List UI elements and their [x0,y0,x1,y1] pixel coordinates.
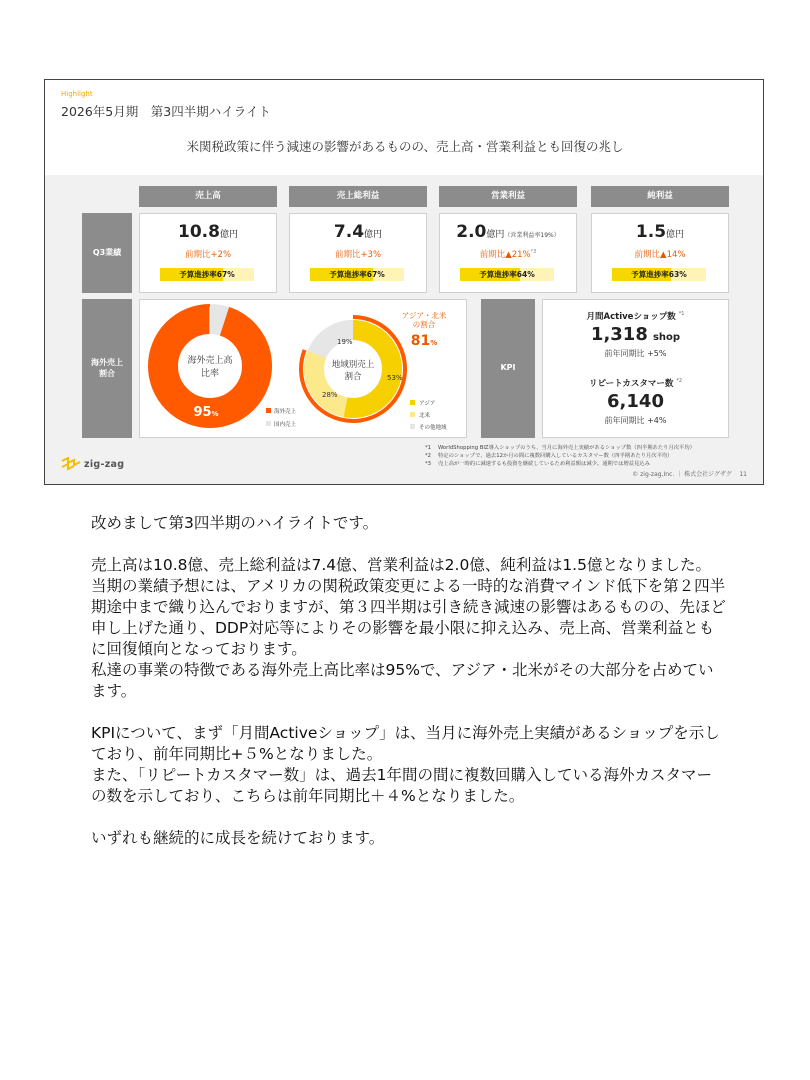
kpi-repeat-customers-value: 6,140 [607,391,664,412]
col-header-revenue: 売上高 [139,186,277,207]
regional-callout-value: 81% [410,333,438,349]
metric-unit: 億円 [219,230,238,240]
metric-yoy: 前期比+3% [334,250,382,260]
kpi-card [542,299,729,438]
zig-zag-logo-icon [61,457,81,471]
col-header-operating-profit: 営業利益 [439,186,577,207]
kpi-active-shops-unit: shop [652,332,681,343]
kpi-active-shops-title: 月間Activeショップ数 [586,312,676,322]
note-paragraph: 私達の事業の特徴である海外売上高比率は95%で、アジア・北米がその大部分を占めています。 [91,661,714,700]
legend-swatch-overseas [266,408,271,413]
row-header-q3: Q3業績 [82,213,132,293]
kpi-repeat-customers-yoy: 前年同期比 +4% [604,416,667,425]
region-label-asia: 53% [387,374,403,382]
footnote: *2 特定のショップで、過去12か月の間に複数回購入しているカスタマー数（四半期あたり月次平均） [425,453,673,459]
note-paragraph: いずれも継続的に成長を続けております。 [91,829,385,847]
metric-unit: 億円 [666,230,685,240]
copyright: © zig-zag,Inc. ｜ 株式会社ジグザグ 11 [632,471,747,478]
legend-label-north-america: 北米 [419,413,431,419]
footnote: *3 売上高が一時的に減速するも投資を継続しているため利益額は減少。通期では増益見込み [425,461,650,467]
kpi-repeat-customers-title: リピートカスタマー数 [588,379,674,389]
metric-yoy: 前期比▲21% [479,250,531,260]
regional-callout-title: アジア・北米の割合 [401,311,447,329]
overseas-donut [163,307,257,420]
kpi-active-shops-yoy: 前年同期比 +5% [604,349,667,358]
legend-label-asia: アジア [419,401,436,407]
metric-yoy: 前期比+2% [184,250,232,260]
overseas-share-charts [140,300,468,439]
row-header-overseas: 海外売上 割合 [82,299,132,438]
legend-swatch-other [410,424,415,429]
metric-unit: 億円 [486,230,505,240]
kpi-repeat-customers-note: *2 [676,378,683,385]
legend-swatch-domestic [266,421,271,426]
progress-label: 予算進捗率63% [631,270,687,279]
metric-card-net-profit [591,213,729,293]
row-header-kpi: KPI [481,299,535,438]
region-label-other: 19% [337,338,353,346]
region-label-north-america: 28% [322,391,338,399]
regional-donut [301,317,405,421]
progress-bar [160,268,254,281]
kpi-active-shops-value: 1,318 [590,324,648,345]
regional-donut-center-label: 地域別売上割合 [331,360,375,382]
progress-label: 予算進捗率67% [329,270,385,279]
speaker-notes [91,513,726,849]
metric-yoy-note: *3 [530,249,537,256]
note-paragraph: 改めまして第3四半期のハイライトです。 [91,514,379,532]
note-paragraph: 当期の業績予想には、アメリカの関税政策変更による一時的な消費マインド低下を第２四半期途中まで織り込んでおりますが、第３四半期は引き続き減速の影響はあるものの、先ほど申し上げた通り、DDP対応等によりその影響を最小限に抑え込み、売上高、営業利益ともに回復傾向となっております。 [91,577,726,658]
slide-headline: 米関税政策に伴う減速の影響があるものの、売上高・営業利益とも回復の兆し [186,139,624,154]
metric-note: （営業利益率19%） [504,232,560,239]
metric-value: 7.4 [333,222,365,242]
metric-unit: 億円 [364,230,383,240]
progress-bar [460,268,554,281]
page-number: 11 [739,471,747,478]
metric-value: 10.8 [178,222,220,242]
metric-value: 2.0 [456,222,487,242]
note-paragraph: また、「リピートカスタマー数」は、過去1年間の間に複数回購入している海外カスタマーの数を示しており、こちらは前年同期比＋４%となりました。 [91,766,713,805]
legend-label-other: その他地域 [419,425,447,431]
slide-title: 2026年5月期 第3四半期ハイライト [61,104,271,119]
zig-zag-logo: zig-zag [61,457,124,471]
slide [44,79,764,485]
overseas-share-card [139,299,467,438]
legend-swatch-asia [410,400,415,405]
overseas-share-value: 95% [193,405,219,420]
legend-label-domestic: 国内売上 [274,422,297,428]
note-paragraph: 売上高は10.8億、売上総利益は7.4億、営業利益は2.0億、純利益は1.5億となりました。 [91,556,711,574]
footnote: *1 WorldShopping BIZ導入ショップのうち、当月に海外売上実績があるショップ数（四半期あたり月次平均） [425,445,695,451]
legend-label-overseas: 海外売上 [274,409,297,415]
metric-yoy: 前期比▲14% [634,250,686,260]
progress-bar [310,268,404,281]
note-paragraph: KPIについて、まず「月間Activeショップ」は、当月に海外売上実績があるショップを示しており、前年同期比+５%となりました。 [91,724,720,763]
col-header-gross-profit: 売上総利益 [289,186,427,207]
highlight-label: Highlight [61,90,93,98]
progress-bar [612,268,706,281]
metric-card-operating-profit [439,213,577,293]
metric-card-gross-profit [289,213,427,293]
metric-card-revenue [139,213,277,293]
kpi-active-shops-note: *1 [678,311,685,318]
progress-label: 予算進捗率64% [479,270,535,279]
col-header-net-profit: 純利益 [591,186,729,207]
overseas-donut-center-label: 海外売上高比率 [187,356,233,379]
metric-value: 1.5 [635,222,667,242]
legend-swatch-north-america [410,412,415,417]
progress-label: 予算進捗率67% [179,270,235,279]
